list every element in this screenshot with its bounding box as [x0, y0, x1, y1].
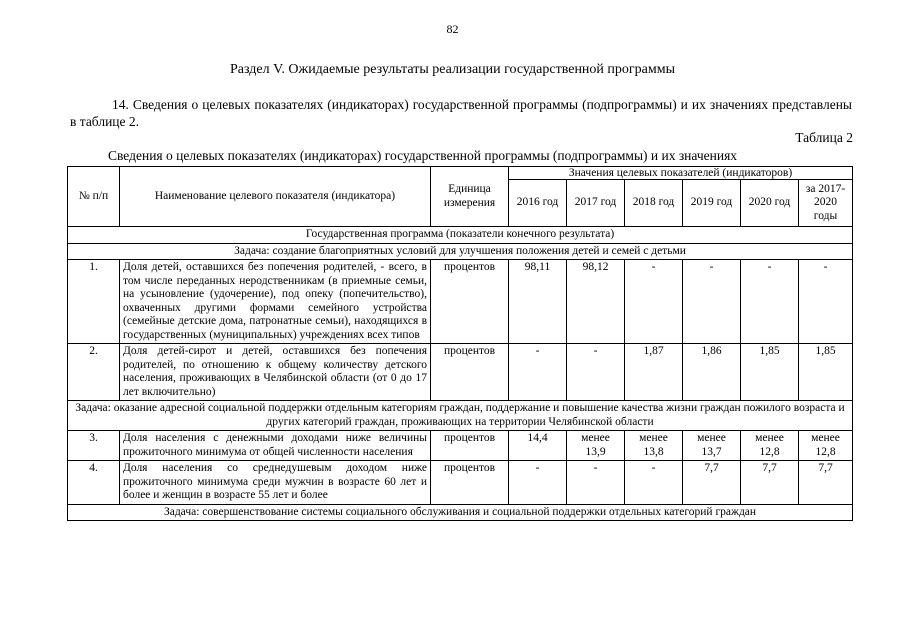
row-value: - — [509, 461, 567, 505]
row-value: менее 13,7 — [683, 431, 741, 461]
row-num: 1. — [68, 260, 120, 344]
program-row — [68, 227, 853, 244]
page-number: 82 — [446, 22, 459, 36]
task-row — [68, 243, 853, 260]
row-value: - — [625, 260, 683, 344]
task-row — [68, 401, 853, 431]
row-value: менее 12,8 — [741, 431, 799, 461]
header-num: № п/п — [68, 167, 120, 227]
row-name: Доля детей-сирот и детей, оставшихся без попечения родителей, по отношению к общему количеству детского населения, проживающих в Челябинской области (от 0 до 17 лет включительно) — [120, 344, 431, 401]
row-value: 98,11 — [509, 260, 567, 344]
row-value: - — [625, 461, 683, 505]
row-unit: процентов — [431, 461, 509, 505]
task-row — [68, 504, 853, 521]
header-unit: Единица измерения — [431, 167, 509, 227]
intro-paragraph: 14. Сведения о целевых показателях (индикаторах) государственной программы (подпрограммы) и их значениях представлены в таблице 2. — [70, 97, 852, 129]
row-value: - — [683, 260, 741, 344]
row-num: 4. — [68, 461, 120, 505]
program-heading: Государственная программа (показатели конечного результата) — [68, 227, 853, 244]
row-name: Доля детей, оставшихся без попечения родителей, - всего, в том числе переданных неродственникам (в приемные семьи, на усыновление (удочерение), под опеку (попечительство), охваченных другими формами семейного устройства (семейные детские дома, патронатные семьи), находящихся в государственных (муниципальных) учреждениях всех типов — [120, 260, 431, 344]
row-name: Доля населения со среднедушевым доходом ниже прожиточного минимума среди мужчин в возрасте 60 лет и более и женщин в возрасте 55 лет и более — [120, 461, 431, 505]
row-unit: процентов — [431, 260, 509, 344]
row-value: - — [567, 344, 625, 401]
row-value: 1,86 — [683, 344, 741, 401]
header-year-2016: 2016 год — [509, 180, 567, 227]
task-3: Задача: совершенствование системы социального обслуживания и социальной поддержки отдельных категорий граждан — [68, 504, 853, 521]
header-year-2018: 2018 год — [625, 180, 683, 227]
row-value: - — [567, 461, 625, 505]
row-unit: процентов — [431, 431, 509, 461]
row-value: - — [799, 260, 853, 344]
row-value: 14,4 — [509, 431, 567, 461]
header-name: Наименование целевого показателя (индикатора) — [120, 167, 431, 227]
row-value: 1,85 — [741, 344, 799, 401]
table-label: Таблица 2 — [795, 130, 853, 145]
row-value: - — [741, 260, 799, 344]
table-row — [68, 260, 853, 344]
indicators-table — [67, 166, 853, 521]
row-name: Доля населения с денежными доходами ниже величины прожиточного минимума от общей численности населения — [120, 431, 431, 461]
row-value: менее 13,8 — [625, 431, 683, 461]
row-num: 2. — [68, 344, 120, 401]
section-title: Раздел V. Ожидаемые результаты реализации государственной программы — [230, 62, 675, 77]
row-value: - — [509, 344, 567, 401]
row-value: 7,7 — [799, 461, 853, 505]
row-value: менее 12,8 — [799, 431, 853, 461]
row-value: 1,85 — [799, 344, 853, 401]
row-unit: процентов — [431, 344, 509, 401]
row-value: 1,87 — [625, 344, 683, 401]
row-value: 7,7 — [741, 461, 799, 505]
row-value: 7,7 — [683, 461, 741, 505]
header-year-total: за 2017-2020 годы — [799, 180, 853, 227]
table-row — [68, 431, 853, 461]
task-2: Задача: оказание адресной социальной поддержки отдельным категориям граждан, поддержание и повышение качества жизни граждан пожилого возраста и других категорий граждан, проживающих на территории Челябинской области — [68, 401, 853, 431]
table-row — [68, 461, 853, 505]
header-year-2020: 2020 год — [741, 180, 799, 227]
header-values-group: Значения целевых показателей (индикаторов) — [509, 167, 853, 180]
table-row — [68, 344, 853, 401]
row-value: менее 13,9 — [567, 431, 625, 461]
table-caption: Сведения о целевых показателях (индикаторах) государственной программы (подпрограммы) и их значениях — [108, 148, 738, 163]
header-row-1 — [68, 167, 853, 180]
header-year-2017: 2017 год — [567, 180, 625, 227]
header-year-2019: 2019 год — [683, 180, 741, 227]
row-num: 3. — [68, 431, 120, 461]
row-value: 98,12 — [567, 260, 625, 344]
task-1: Задача: создание благоприятных условий для улучшения положения детей и семей с детьми — [68, 243, 853, 260]
